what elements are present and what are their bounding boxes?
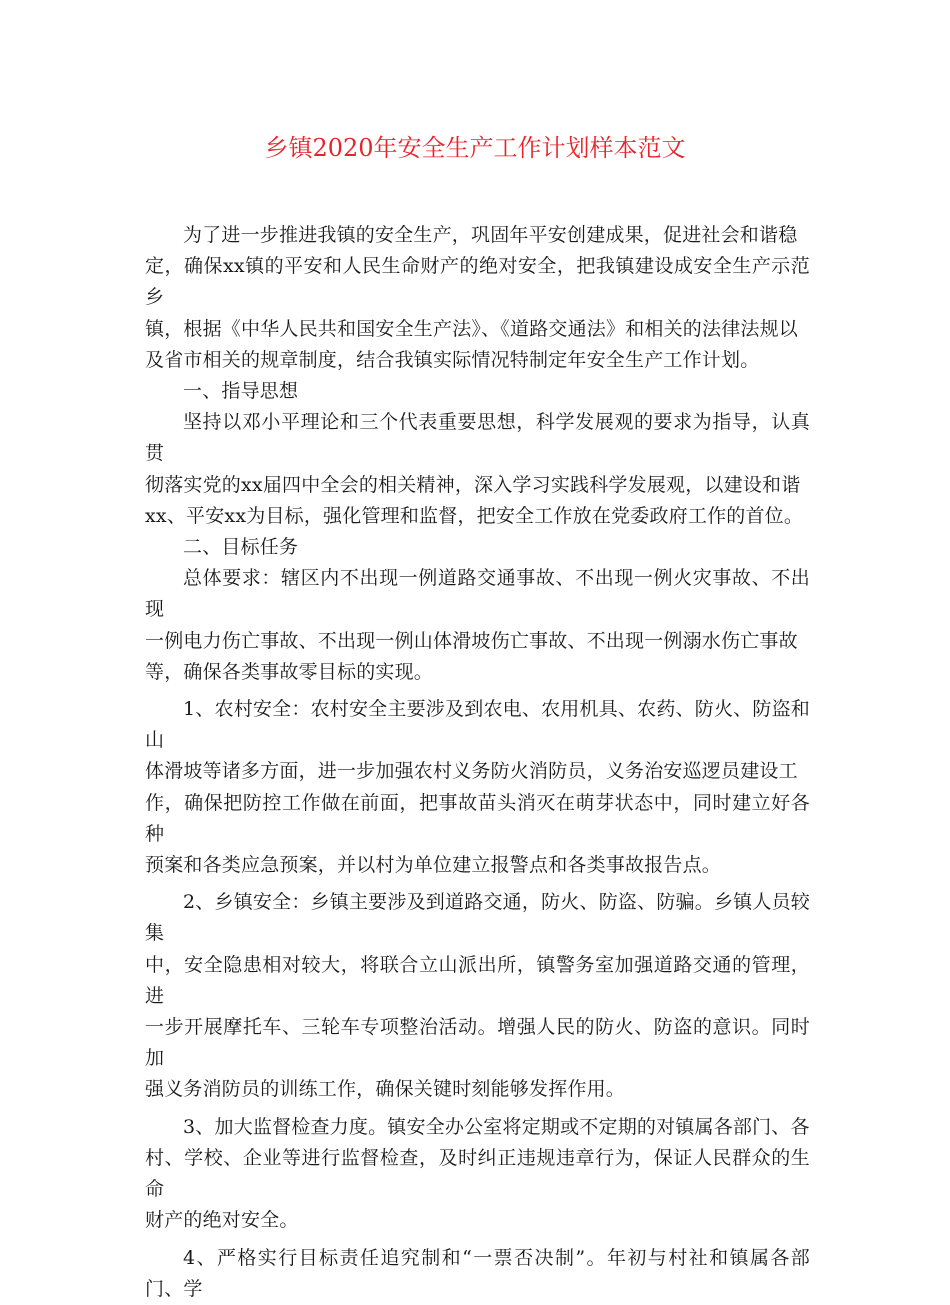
paragraph-rural-safety: 1、农村安全：农村安全主要涉及到农电、农用机具、农药、防火、防盗和山 体滑坡等诸多方面，进一步加强农村义务防火消防员，义务治安巡逻员建设工 作，确保把防控工作做在前面，把事故苗头消灭在萌芽状态中，同时建立好各种 预案和各类应急预案，并以村为单位建立报警点和各类事故报告点。 (145, 698, 810, 877)
paragraph-overall-requirements: 总体要求：辖区内不出现一例道路交通事故、不出现一例火灾事故、不出现 一例电力伤亡事故、不出现一例山体滑坡伤亡事故、不出现一例溺水伤亡事故 等，确保各类事故零目标的实现。 (145, 567, 810, 683)
paragraph-town-safety: 2、乡镇安全：乡镇主要涉及到道路交通，防火、防盗、防骗。乡镇人员较集 中，安全隐患相对较大，将联合立山派出所，镇警务室加强道路交通的管理，进 一步开展摩托车、三轮车专项整治活动。增强人民的防火、防盗的意识。同时加 强义务消防员的训练工作，确保关键时刻能够发挥作用。 (145, 891, 810, 1101)
heading-goals-tasks: 二、目标任务 (183, 536, 299, 559)
document-body (145, 220, 810, 1305)
paragraph-supervision: 3、加大监督检查力度。镇安全办公室将定期或不定期的对镇属各部门、各 村、学校、企业等进行监督检查，及时纠正违规违章行为，保证人民群众的生命 财产的绝对安全。 (145, 1115, 810, 1232)
paragraph-accountability: 4、严格实行目标责任追究制和“一票否决制”。年初与村社和镇属各部门、学 (145, 1246, 810, 1300)
paragraph-guiding-ideology: 坚持以邓小平理论和三个代表重要思想，科学发展观的要求为指导，认真贯 彻落实党的xx届四中全会的相关精神，深入学习实践科学发展观，以建设和谐 xx、平安xx为目标，强化管理和监督，把安全工作放在党委政府工作的首位。 (145, 411, 810, 527)
heading-guiding-ideology: 一、指导思想 (183, 380, 299, 403)
document-title: 乡镇2020年安全生产工作计划样本范文 (264, 134, 686, 162)
paragraph-intro: 为了进一步推进我镇的安全生产，巩固年平安创建成果，促进社会和谐稳 定，确保xx镇的平安和人民生命财产的绝对安全，把我镇建设成安全生产示范乡 镇，根据《中华人民共和国安全生产法》、《道路交通法》和相关的法律法规以 及省市相关的规章制度，结合我镇实际情况特制定年安全生产工作计划。 (145, 224, 810, 371)
